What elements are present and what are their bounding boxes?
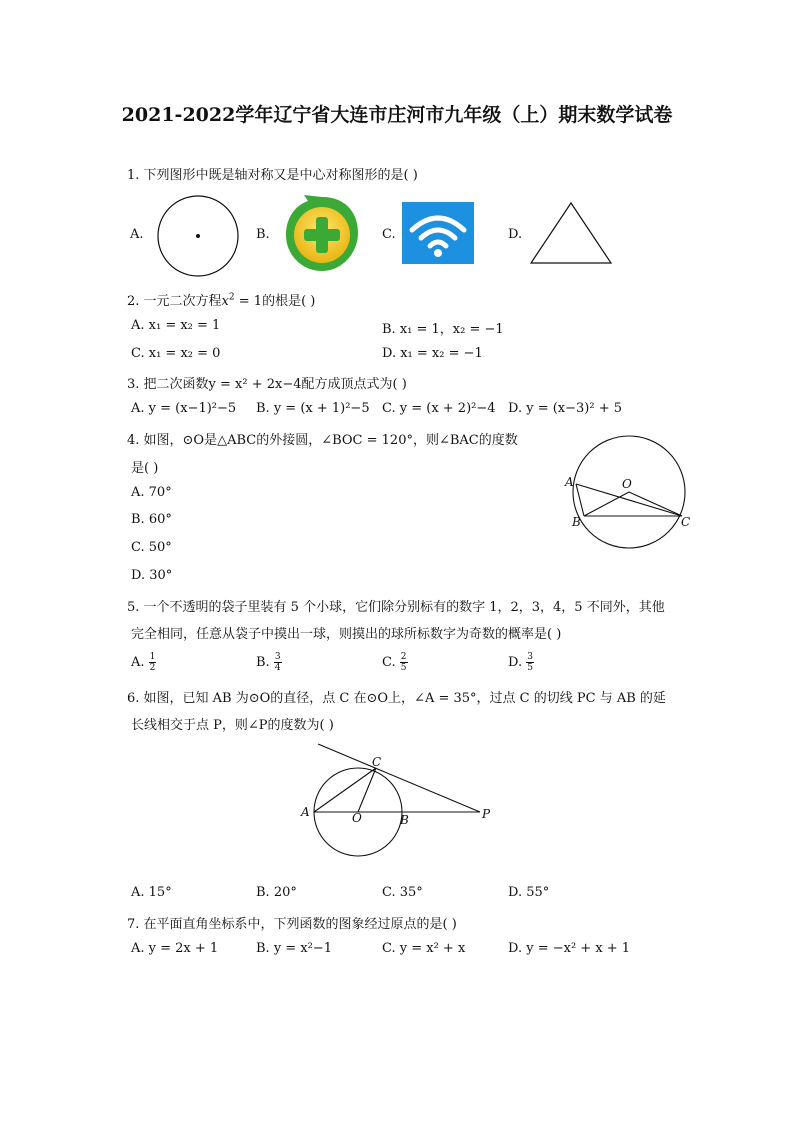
- q3-option-a: A. y = (x−1)²−5: [131, 401, 237, 416]
- q1-triangle-figure: [528, 200, 614, 266]
- q7-option-a: A. y = 2x + 1: [131, 941, 219, 956]
- q4-label-o: O: [622, 477, 632, 491]
- q1-logo-figure: [282, 193, 362, 275]
- q1-option-c-label: C.: [382, 227, 396, 242]
- q5-option-d-fraction: $\frac{3}{5}$: [527, 652, 533, 673]
- q6-label-b: B: [400, 813, 409, 827]
- q6-label-c: C: [372, 755, 382, 769]
- q4-option-c: C. 50°: [131, 540, 172, 555]
- q6-label-p: P: [482, 807, 491, 821]
- q1-option-d-label: D.: [508, 227, 523, 242]
- q7-option-d: D. y = −x² + x + 1: [508, 941, 631, 956]
- question-2-stem: [127, 290, 315, 309]
- q2-option-a: A. x₁ = x₂ = 1: [131, 318, 221, 333]
- q4-label-c: C: [681, 515, 691, 529]
- q6-label-o: O: [352, 811, 362, 825]
- q1-triangle-outline: [531, 203, 611, 263]
- q5-option-d: D. $\frac{3}{5}$: [508, 652, 533, 673]
- q3-option-c: C. y = (x + 2)²−4: [382, 401, 496, 416]
- q5-option-b: B. $\frac{3}{4}$: [256, 652, 281, 673]
- question-6-stem-line1: 6. 如图，已知 AB 为⊙O的直径，点 C 在⊙O上，∠A = 35°，过点 C 的切线 PC 与 AB 的延: [127, 691, 666, 706]
- q4-option-d: D. 30°: [131, 568, 173, 583]
- q6-geometry-figure: [296, 738, 506, 862]
- q1-circle-center-dot: [196, 234, 200, 238]
- question-3-stem: 3. 把二次函数y = x² + 2x−4配方成顶点式为( ): [127, 377, 407, 392]
- q4-option-a: A. 70°: [131, 485, 172, 500]
- q2-stem-prefix: 2. 一元二次方程: [127, 294, 222, 309]
- q6-option-d: D. 55°: [508, 885, 550, 900]
- q4-segment-oc: [629, 492, 682, 516]
- question-5-stem-line2: 完全相同，任意从袋子中摸出一球，则摸出的球所标数字为奇数的概率是( ): [131, 627, 562, 642]
- q7-option-b: B. y = x²−1: [256, 941, 333, 956]
- q5-option-a: A. $\frac{1}{2}$: [131, 652, 156, 673]
- q6-option-b: B. 20°: [256, 885, 297, 900]
- q4-geometry-figure: [560, 430, 694, 554]
- q4-label-b: B: [572, 515, 581, 529]
- q5-option-b-fraction: $\frac{3}{4}$: [274, 652, 281, 673]
- q1-circle-figure: [155, 193, 241, 279]
- q2-option-b: B. x₁ = 1，x₂ = −1: [382, 322, 504, 337]
- q4-segment-ob: [584, 492, 629, 516]
- question-4-stem-line1: 4. 如图，⊙O是△ABC的外接圆，∠BOC = 120°，则∠BAC的度数: [127, 433, 518, 448]
- q6-label-a: A: [301, 805, 310, 819]
- q3-option-d: D. y = (x−3)² + 5: [508, 401, 623, 416]
- q5-option-a-fraction: $\frac{1}{2}$: [149, 652, 156, 673]
- q4-label-a: A: [565, 475, 574, 489]
- question-4-stem-line2: 是( ): [131, 461, 159, 476]
- q1-option-a-label: A.: [130, 227, 144, 242]
- q4-option-b: B. 60°: [131, 512, 172, 527]
- page-title: 2021-2022学年辽宁省大连市庄河市九年级（上）期末数学试卷: [121, 104, 673, 126]
- q1-logo-plus-horizontal: [304, 229, 340, 241]
- q2-equation: $x^2 = 1$: [221, 292, 263, 309]
- question-6-stem-line2: 长线相交于点 P，则∠P的度数为( ): [131, 718, 334, 733]
- q1-option-b-label: B.: [256, 227, 270, 242]
- q5-option-c-fraction: $\frac{2}{5}$: [400, 652, 407, 673]
- question-5-stem-line1: 5. 一个不透明的袋子里装有 5 个小球，它们除分别标有的数字 1，2，3，4，5 不同外，其他: [127, 600, 665, 615]
- q1-wifi-dot: [434, 249, 442, 257]
- q6-option-a: A. 15°: [131, 885, 172, 900]
- q4-segment-ab: [576, 484, 584, 516]
- q2-option-c: C. x₁ = x₂ = 0: [131, 346, 221, 361]
- q6-option-c: C. 35°: [382, 885, 423, 900]
- q6-tangent-pc: [318, 744, 480, 812]
- question-1-stem: 1. 下列图形中既是轴对称又是中心对称图形的是( ): [127, 168, 418, 183]
- q7-option-c: C. y = x² + x: [382, 941, 466, 956]
- q5-option-c: C. $\frac{2}{5}$: [382, 652, 407, 673]
- q2-option-d: D. x₁ = x₂ = −1: [382, 346, 483, 361]
- q2-stem-suffix: 的根是( ): [262, 294, 316, 309]
- question-7-stem: 7. 在平面直角坐标系中，下列函数的图象经过原点的是( ): [127, 917, 457, 932]
- q3-option-b: B. y = (x + 1)²−5: [256, 401, 370, 416]
- q1-wifi-figure: [402, 202, 474, 264]
